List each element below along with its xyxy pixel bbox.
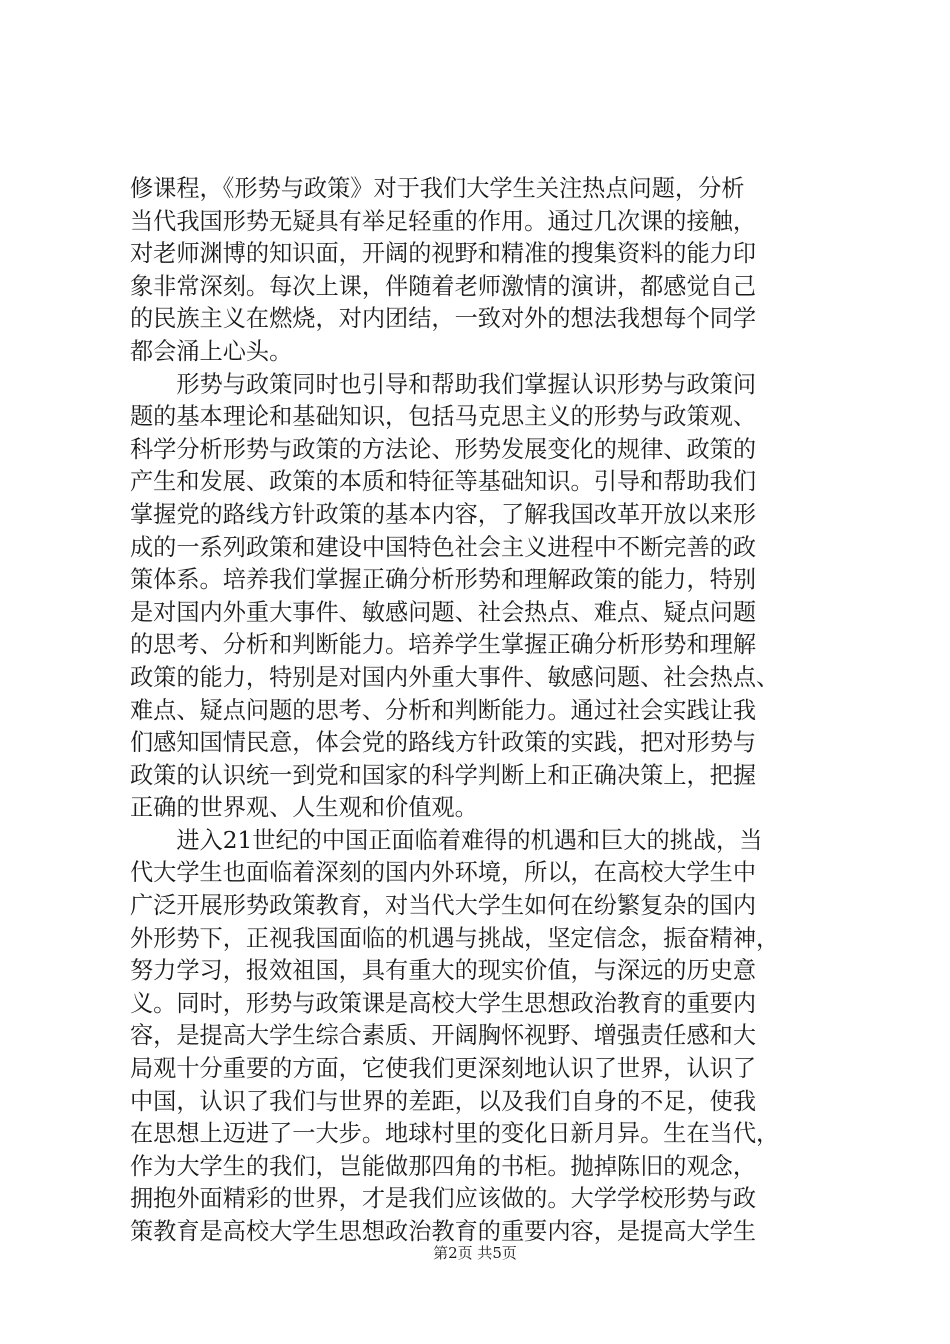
text-line: 象非常深刻。每次上课，伴随着老师激情的演讲，都感觉自己	[130, 272, 757, 300]
text-line: 的民族主义在燃烧，对内团结，一致对外的想法我想每个同学	[130, 305, 757, 333]
body-text	[130, 173, 830, 1249]
page-footer: 第2页 共5页	[433, 1244, 517, 1262]
text-line: 是对国内外重大事件、敏感问题、社会热点、难点、疑点问题	[130, 598, 757, 626]
text-line: 的思考、分析和判断能力。培养学生掌握正确分析形势和理解	[130, 631, 757, 659]
text-line: 正确的世界观、人生观和价值观。	[130, 794, 478, 822]
text-line: 政策的能力，特别是对国内外重大事件、敏感问题、社会热点、	[130, 663, 780, 691]
text-line: 科学分析形势与政策的方法论、形势发展变化的规律、政策的	[130, 435, 757, 463]
text-line: 难点、疑点问题的思考、分析和判断能力。通过社会实践让我	[130, 696, 757, 724]
text-line: 政策的认识统一到党和国家的科学判断上和正确决策上，把握	[130, 761, 757, 789]
text-line: 中国，认识了我们与世界的差距，以及我们自身的不足，使我	[130, 1087, 757, 1115]
text-line: 掌握党的路线方针政策的基本内容，了解我国改革开放以来形	[130, 500, 757, 528]
text-line: 广泛开展形势政策教育，对当代大学生如何在纷繁复杂的国内	[130, 892, 757, 920]
text-line: 作为大学生的我们，岂能做那四角的书柜。抛掉陈旧的观念，	[130, 1152, 757, 1180]
text-line: 当代我国形势无疑具有举足轻重的作用。通过几次课的接触，	[130, 207, 757, 235]
text-line: 都会涌上心头。	[130, 337, 293, 365]
text-line: 产生和发展、政策的本质和特征等基础知识。引导和帮助我们	[130, 468, 757, 496]
text-line: 策教育是高校大学生思想政治教育的重要内容，是提高大学生	[130, 1218, 757, 1245]
text-line: 对老师渊博的知识面，开阔的视野和精准的搜集资料的能力印	[130, 240, 757, 268]
text-line: 局观十分重要的方面，它使我们更深刻地认识了世界，认识了	[130, 1055, 757, 1083]
text-line: 义。同时，形势与政策课是高校大学生思想政治教育的重要内	[130, 989, 757, 1017]
text-line: 拥抱外面精彩的世界，才是我们应该做的。大学学校形势与政	[130, 1185, 757, 1213]
text-line: 进入21世纪的中国正面临着难得的机遇和巨大的挑战，当	[130, 826, 763, 854]
text-line: 代大学生也面临着深刻的国内外环境，所以，在高校大学生中	[130, 859, 757, 887]
text-line: 容，是提高大学生综合素质、开阔胸怀视野、增强责任感和大	[130, 1022, 757, 1050]
text-line: 外形势下，正视我国面临的机遇与挑战，坚定信念，振奋精神，	[130, 924, 780, 952]
text-line: 努力学习，报效祖国，具有重大的现实价值，与深远的历史意	[130, 957, 757, 985]
text-line: 题的基本理论和基础知识，包括马克思主义的形势与政策观、	[130, 403, 757, 431]
text-line: 修课程，《形势与政策》对于我们大学生关注热点问题，分析	[130, 175, 745, 202]
text-line: 策体系。培养我们掌握正确分析形势和理解政策的能力，特别	[130, 566, 757, 594]
text-line: 形势与政策同时也引导和帮助我们掌握认识形势与政策问	[130, 370, 757, 398]
text-line: 们感知国情民意，体会党的路线方针政策的实践，把对形势与	[130, 729, 757, 757]
text-line: 在思想上迈进了一大步。地球村里的变化日新月异。生在当代，	[130, 1120, 780, 1148]
text-line: 成的一系列政策和建设中国特色社会主义进程中不断完善的政	[130, 533, 757, 561]
